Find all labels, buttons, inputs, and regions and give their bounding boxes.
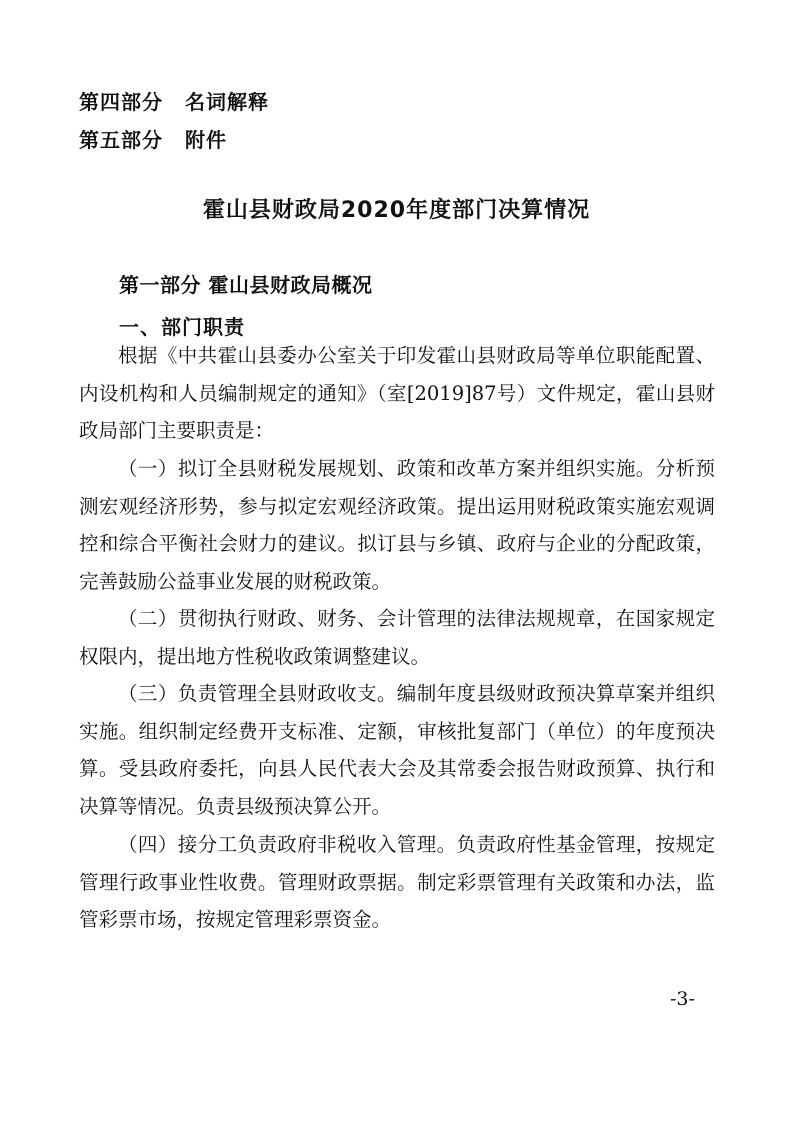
- toc-entry-part-4: [79, 86, 269, 115]
- toc-part-title: 名词解释: [185, 90, 269, 114]
- body-paragraph-duty-1: （一）拟订全县财税发展规划、政策和改革方案并组织实施。分析预测宏观经济形势，参与拟定宏观经济政策。提出运用财税政策实施宏观调控和综合平衡社会财力的建议。拟订县与乡镇、政府与企业的分配政策，完善鼓励公益事业发展的财税政策。: [79, 457, 715, 593]
- toc-part-label: 第五部分: [79, 128, 163, 152]
- page-number: -3-: [670, 988, 695, 1010]
- body-paragraph-intro: 根据《中共霍山县委办公室关于印发霍山县财政局等单位职能配置、内设机构和人员编制规定的通知》（室[2019]87号）文件规定，霍山县财政局部门主要职责是：: [79, 344, 715, 442]
- body-paragraph-duty-3: （三）负责管理全县财政收支。编制年度县级财政预决算草案并组织实施。组织制定经费开支标准、定额，审核批复部门（单位）的年度预决算。受县政府委托，向县人民代表大会及其常委会报告财政预算、执行和决算等情况。负责县级预决算公开。: [79, 682, 715, 818]
- document-title: 霍山县财政局2020年度部门决算情况: [202, 198, 591, 223]
- body-paragraph-duty-4: （四）接分工负责政府非税收入管理。负责政府性基金管理，按规定管理行政事业性收费。管理财政票据。制定彩票管理有关政策和办法，监管彩票市场，按规定管理彩票资金。: [79, 833, 715, 931]
- toc-part-title: 附件: [185, 128, 227, 152]
- body-paragraph-duty-2: （二）贯彻执行财政、财务、会计管理的法律法规规章，在国家规定权限内，提出地方性税收政策调整建议。: [79, 607, 715, 668]
- subsection-heading: 一、部门职责: [119, 315, 245, 339]
- section-heading: 第一部分 霍山县财政局概况: [119, 273, 373, 297]
- toc-part-label: 第四部分: [79, 90, 163, 114]
- toc-entry-part-5: [79, 124, 227, 153]
